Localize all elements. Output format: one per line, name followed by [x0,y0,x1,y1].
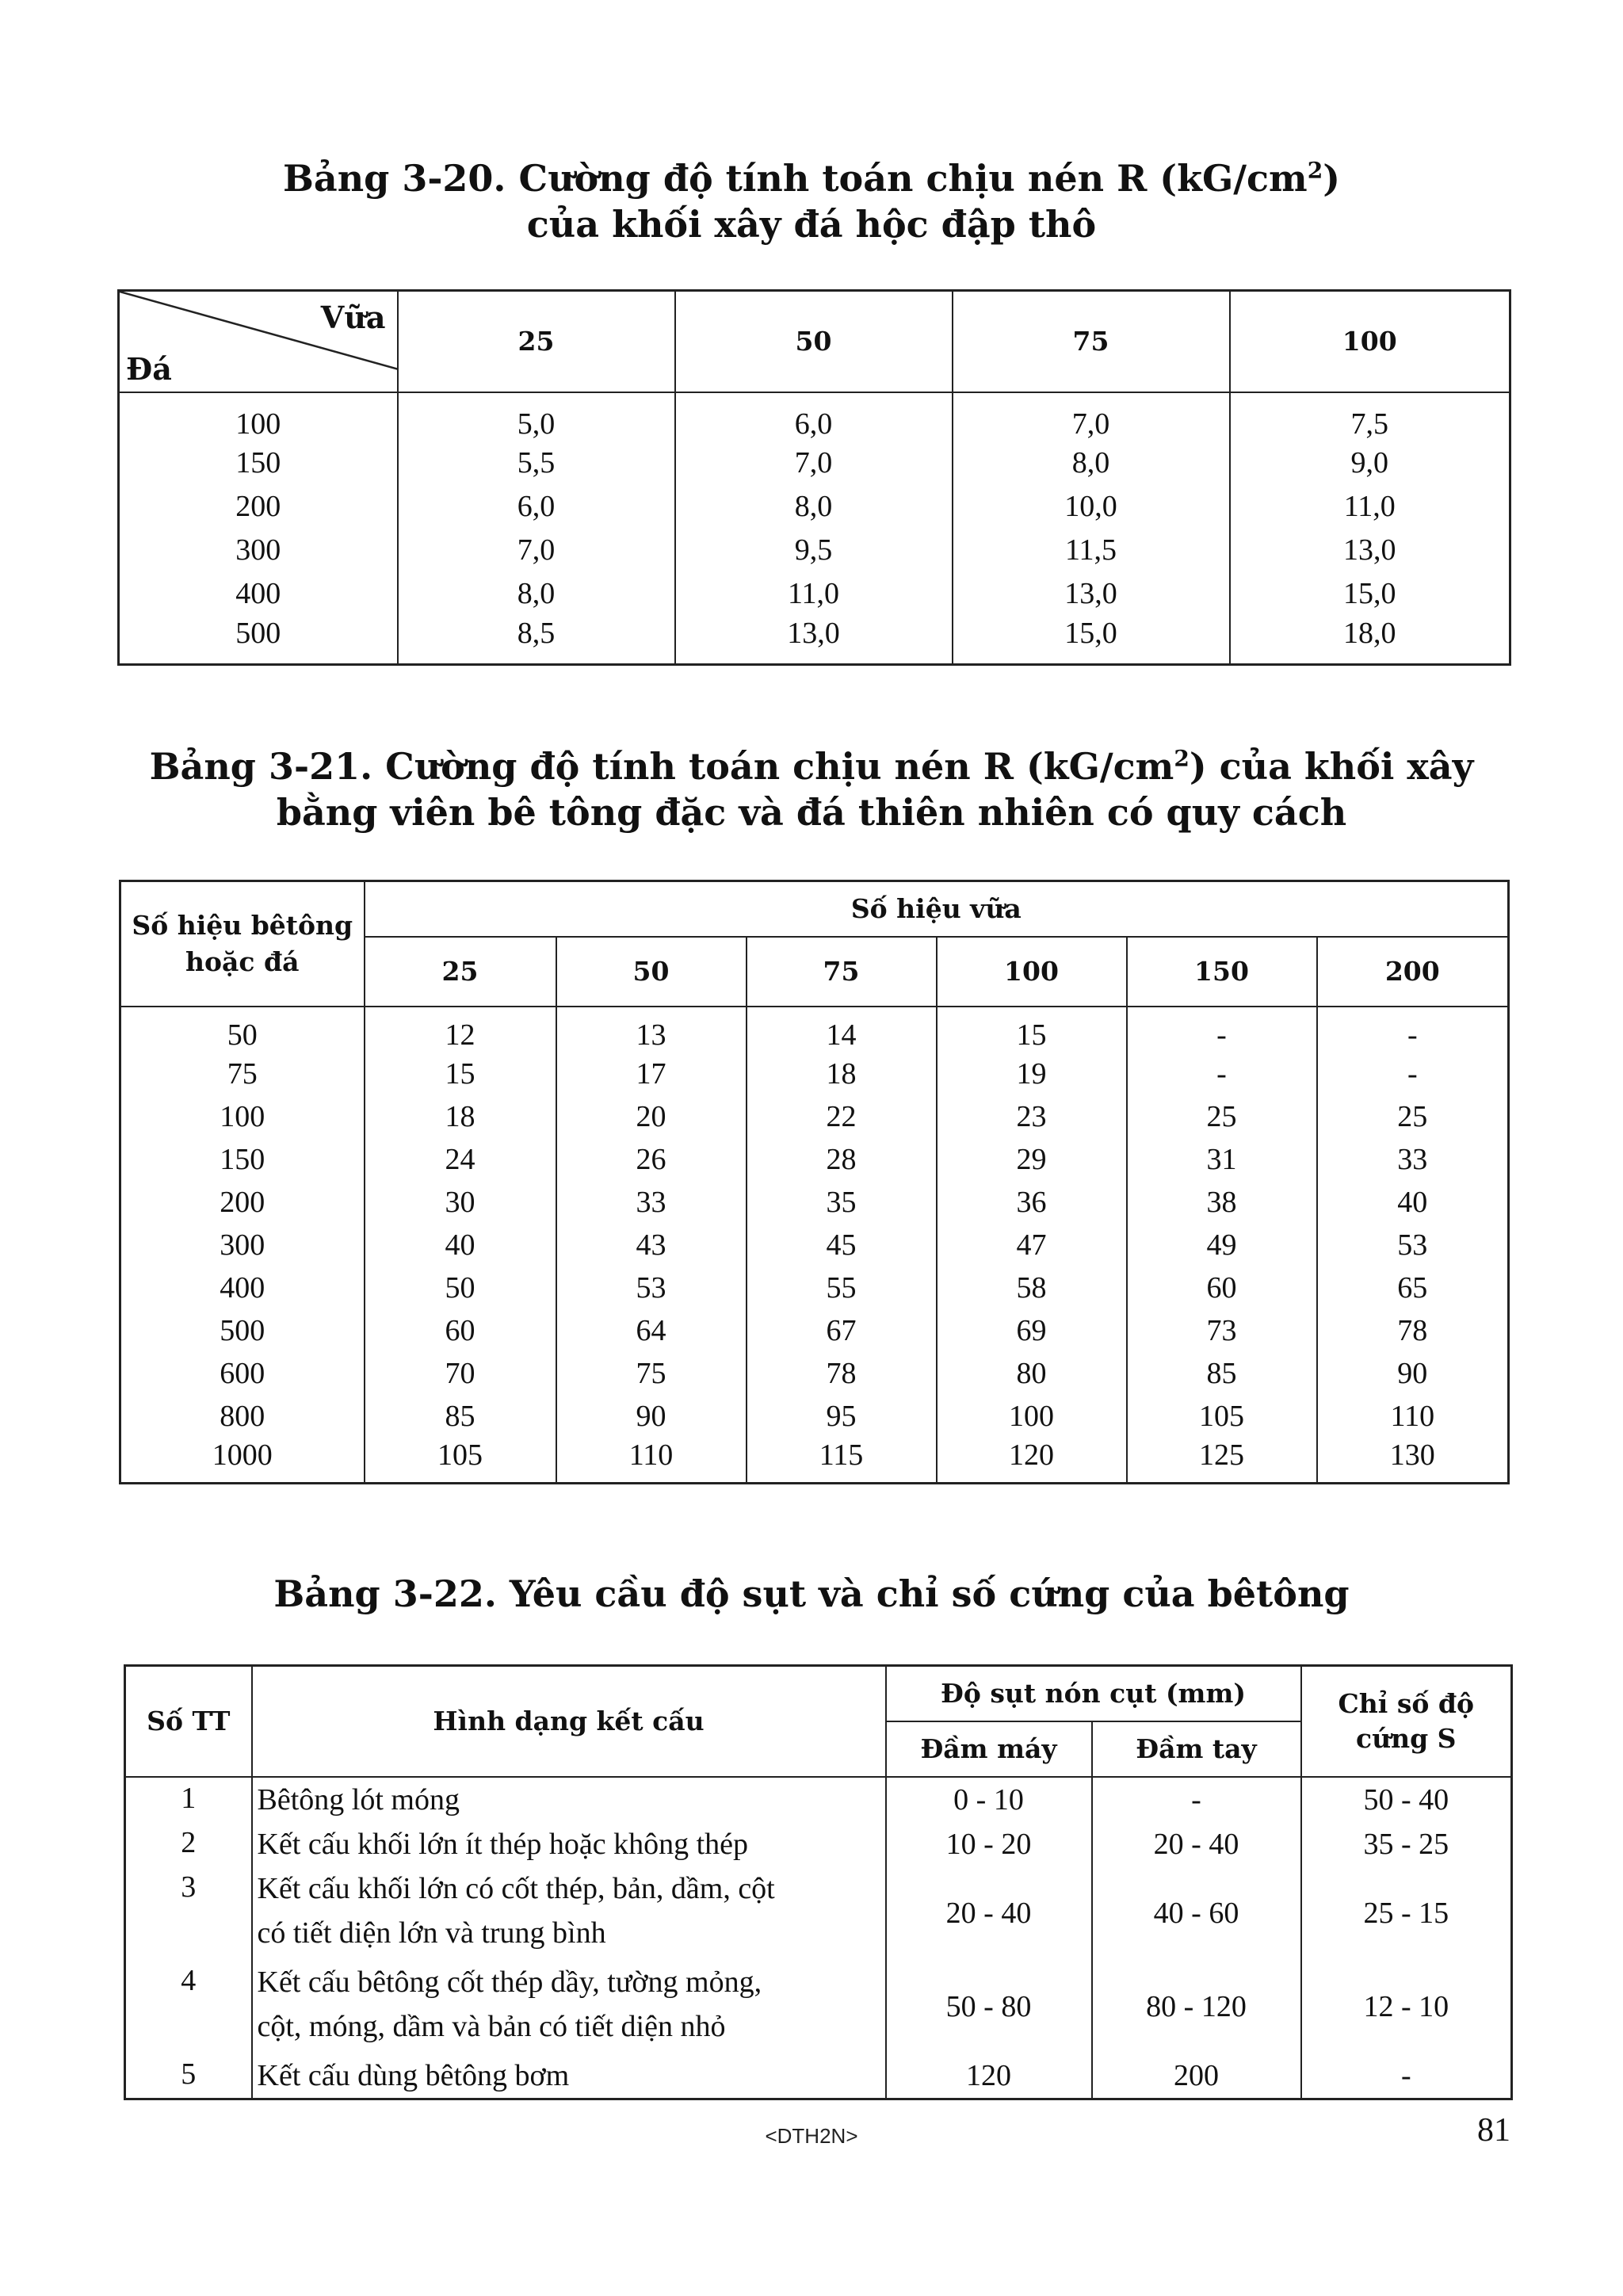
table20-cell: 6,0 [675,392,953,441]
table21-row-label: 100 [120,1095,365,1138]
table21-col-header: 200 [1317,937,1509,1007]
table21-cell: 13 [556,1007,747,1052]
table22-hand: 20 - 40 [1092,1822,1301,1866]
table-row [120,1181,1509,1224]
table21-cell: 30 [365,1181,556,1224]
table21-cell: 38 [1127,1181,1317,1224]
table21-cell: 110 [1317,1395,1509,1438]
table20-cell: 9,0 [1230,441,1510,485]
table21-cell: 90 [556,1395,747,1438]
table20-corner-bottom: Đá [126,350,172,387]
table-row [120,1395,1509,1438]
table21-row-label: 200 [120,1181,365,1224]
table20-row-label: 500 [119,616,398,665]
table22-hardness: 35 - 25 [1301,1822,1512,1866]
table21-cell: 105 [365,1438,556,1484]
table21-cell: 50 [365,1266,556,1309]
table21-cell: 24 [365,1138,556,1181]
table22-stt: 5 [125,2053,252,2099]
table21-row-label: 500 [120,1309,365,1352]
table20-row-label: 100 [119,392,398,441]
table22-body [125,1777,1512,2099]
table21-cell: 105 [1127,1395,1317,1438]
table21-cell: 31 [1127,1138,1317,1181]
table20-cell: 8,5 [398,616,675,665]
table20-body [119,392,1510,665]
table20-cell: 13,0 [1230,529,1510,572]
table-row [120,1052,1509,1095]
table22-shape-line: Kết cấu dùng bêtông bơm [257,2058,570,2092]
table20-cell: 5,5 [398,441,675,485]
table22-caption: Bảng 3-22. Yêu cầu độ sụt và chỉ số cứng của bêtông [273,1572,1350,1615]
table21-group-header: Số hiệu vữa [365,881,1509,937]
table22-shape-line: Kết cấu bêtông cốt thép dầy, tường mỏng, [257,1965,762,1999]
table21-cell: 125 [1127,1438,1317,1484]
table20-cell: 11,0 [1230,485,1510,529]
table21-cell: 15 [365,1052,556,1095]
table21-cell: 14 [747,1007,937,1052]
table22-shape-line: Kết cấu khối lớn ít thép hoặc không thép [257,1827,749,1861]
table20-cell: 7,0 [675,441,953,485]
table21-cell: 33 [556,1181,747,1224]
table21-caption-line1-post: ) của khối xây [1189,745,1474,788]
table21-cell: 78 [747,1352,937,1395]
table21-col-header: 75 [747,937,937,1007]
table21-cell: 29 [937,1138,1127,1181]
table22-shape [252,2053,886,2099]
table22-machine: 10 - 20 [886,1822,1092,1866]
table22-shape [252,1822,886,1866]
table20-cell: 11,0 [675,572,953,616]
table22-shape-line: có tiết diện lớn và trung bình [257,1916,606,1950]
table21-cell: 36 [937,1181,1127,1224]
table21-body [120,1007,1509,1484]
table20-cell: 8,0 [675,485,953,529]
table21-cell: 28 [747,1138,937,1181]
table20-cell: 11,5 [953,529,1230,572]
table20-cell: 7,0 [953,392,1230,441]
table21-cell: 19 [937,1052,1127,1095]
table21-cell: 23 [937,1095,1127,1138]
table21-cell: 73 [1127,1309,1317,1352]
table22-stt: 4 [125,1960,252,2053]
table22-hand: 200 [1092,2053,1301,2099]
table21-caption-line1-pre: Bảng 3-21. Cường độ tính toán chịu nén R (kG/cm [149,745,1174,788]
table21-cell: 53 [1317,1224,1509,1266]
table22-machine: 120 [886,2053,1092,2099]
table21-cell: 115 [747,1438,937,1484]
table21-cell: 130 [1317,1438,1509,1484]
table21-cell: 25 [1127,1095,1317,1138]
table22-machine: 50 - 80 [886,1960,1092,2053]
table-row [119,572,1510,616]
table22-hardness: 12 - 10 [1301,1960,1512,2053]
table22-header-slump: Độ sụt nón cụt (mm) [886,1666,1301,1721]
table22-header-hand: Đầm tay [1092,1721,1301,1777]
table20 [117,289,1511,666]
table-row [125,2053,1512,2099]
table-row [119,529,1510,572]
table20-cell: 6,0 [398,485,675,529]
table22-hand: 40 - 60 [1092,1866,1301,1960]
table20-cell: 7,0 [398,529,675,572]
table21-cell: - [1127,1007,1317,1052]
table20-col-header: 25 [398,291,675,392]
table22-machine: 20 - 40 [886,1866,1092,1960]
table21-cell: 43 [556,1224,747,1266]
table-row [120,1266,1509,1309]
table21-cell: - [1127,1052,1317,1095]
table20-caption-line1-pre: Bảng 3-20. Cường độ tính toán chịu nén R (kG/cm [283,157,1308,200]
table21-col-header: 50 [556,937,747,1007]
table21-cell: 90 [1317,1352,1509,1395]
table21-cell: 120 [937,1438,1127,1484]
table21-col-header: 150 [1127,937,1317,1007]
table21-cell: 18 [747,1052,937,1095]
table-row [120,1224,1509,1266]
table21-cell: 20 [556,1095,747,1138]
table21-cell: 85 [365,1395,556,1438]
table22-stt: 1 [125,1777,252,1822]
table21-cell: 18 [365,1095,556,1138]
table22-header-shape: Hình dạng kết cấu [252,1666,886,1777]
table21-row-label: 150 [120,1138,365,1181]
table22-stt: 2 [125,1822,252,1866]
table22-shape [252,1960,886,2053]
table21-cell: 58 [937,1266,1127,1309]
table20-caption-line1-post: ) [1323,157,1340,200]
table22-machine: 0 - 10 [886,1777,1092,1822]
table21-cell: 55 [747,1266,937,1309]
table-row [119,441,1510,485]
table21-cell: 47 [937,1224,1127,1266]
table20-cell: 13,0 [953,572,1230,616]
table21-cell: 40 [1317,1181,1509,1224]
table20-corner-top: Vữa [320,300,386,335]
table22-shape-line: Bêtông lót móng [257,1782,460,1817]
table20-cell: 8,0 [953,441,1230,485]
page-footer-mark: <DTH2N> [765,2124,858,2148]
table21-cell: 45 [747,1224,937,1266]
table21-cell: 35 [747,1181,937,1224]
table21-cell: 110 [556,1438,747,1484]
table-row [120,1095,1509,1138]
table-row [120,1007,1509,1052]
table20-caption [0,155,1623,247]
table21-cell: 40 [365,1224,556,1266]
table20-caption-sup: 2 [1307,157,1323,184]
table21-cell: 49 [1127,1224,1317,1266]
table20-cell: 5,0 [398,392,675,441]
table-row [119,392,1510,441]
table21-cell: 26 [556,1138,747,1181]
table22-hand: - [1092,1777,1301,1822]
table22-header-machine: Đầm máy [886,1721,1092,1777]
table-row [119,616,1510,665]
table20-col-header: 75 [953,291,1230,392]
table21-cell: 25 [1317,1095,1509,1138]
table20-caption-line2: của khối xây đá hộc đập thô [526,203,1097,246]
table22-shape [252,1866,886,1960]
table-row [120,1309,1509,1352]
table22-header-hardness: Chỉ số độ cứng S [1301,1666,1512,1777]
table21-cell: 69 [937,1309,1127,1352]
table21-cell: 33 [1317,1138,1509,1181]
table-row [125,1777,1512,1822]
table22-shape [252,1777,886,1822]
table21-caption [0,743,1623,835]
table20-row-label: 150 [119,441,398,485]
table22-hardness: - [1301,2053,1512,2099]
table21-cell: 60 [365,1309,556,1352]
table21-cell: 70 [365,1352,556,1395]
table21-cell: 60 [1127,1266,1317,1309]
table21-row-label: 600 [120,1352,365,1395]
table22 [124,1664,1513,2100]
table21-row-label: 50 [120,1007,365,1052]
table21-row-label: 75 [120,1052,365,1095]
table21-cell: 12 [365,1007,556,1052]
table22-hardness: 25 - 15 [1301,1866,1512,1960]
table22-stt: 3 [125,1866,252,1960]
table21-caption-line2: bằng viên bê tông đặc và đá thiên nhiên có quy cách [276,791,1347,834]
table21-cell: 22 [747,1095,937,1138]
page-number: 81 [1477,2112,1510,2149]
table20-cell: 8,0 [398,572,675,616]
table20-cell: 9,5 [675,529,953,572]
table20-col-header: 100 [1230,291,1510,392]
table21-row-label: 400 [120,1266,365,1309]
table21-cell: 80 [937,1352,1127,1395]
table20-col-header: 50 [675,291,953,392]
table21-row-label: 300 [120,1224,365,1266]
table21-cell: 78 [1317,1309,1509,1352]
table22-hardness: 50 - 40 [1301,1777,1512,1822]
table21-cell: 95 [747,1395,937,1438]
table-row [120,1138,1509,1181]
table21-cell: 53 [556,1266,747,1309]
table21-cell: - [1317,1007,1509,1052]
table21-cell: 15 [937,1007,1127,1052]
table21-row-label: 1000 [120,1438,365,1484]
table21-row-header: Số hiệu bêtông hoặc đá [120,881,365,1007]
table20-cell: 18,0 [1230,616,1510,665]
table22-header-stt: Số TT [125,1666,252,1777]
table21-col-header: 100 [937,937,1127,1007]
table-row [120,1438,1509,1484]
table20-cell: 10,0 [953,485,1230,529]
table20-corner-cell [119,291,398,392]
table21-cell: 100 [937,1395,1127,1438]
table20-row-label: 400 [119,572,398,616]
table20-row-label: 200 [119,485,398,529]
table21-cell: 75 [556,1352,747,1395]
table21-col-header: 25 [365,937,556,1007]
table21-cell: 17 [556,1052,747,1095]
table21-cell: 85 [1127,1352,1317,1395]
table-row [125,1960,1512,2053]
table22-hand: 80 - 120 [1092,1960,1301,2053]
table21-cell: 67 [747,1309,937,1352]
table21-cell: 64 [556,1309,747,1352]
table21-cell: 65 [1317,1266,1509,1309]
table21-cell: - [1317,1052,1509,1095]
table-row [120,1352,1509,1395]
table22-shape-line: Kết cấu khối lớn có cốt thép, bản, dầm, cột [257,1871,775,1905]
table20-cell: 15,0 [953,616,1230,665]
table20-cell: 7,5 [1230,392,1510,441]
table-row [125,1866,1512,1960]
table20-cell: 13,0 [675,616,953,665]
table20-row-label: 300 [119,529,398,572]
table20-cell: 15,0 [1230,572,1510,616]
table21 [119,880,1510,1484]
table22-shape-line: cột, móng, dầm và bản có tiết diện nhỏ [257,2009,726,2043]
table-row [119,485,1510,529]
table21-caption-sup: 2 [1174,745,1190,772]
table-row [125,1822,1512,1866]
table21-row-label: 800 [120,1395,365,1438]
